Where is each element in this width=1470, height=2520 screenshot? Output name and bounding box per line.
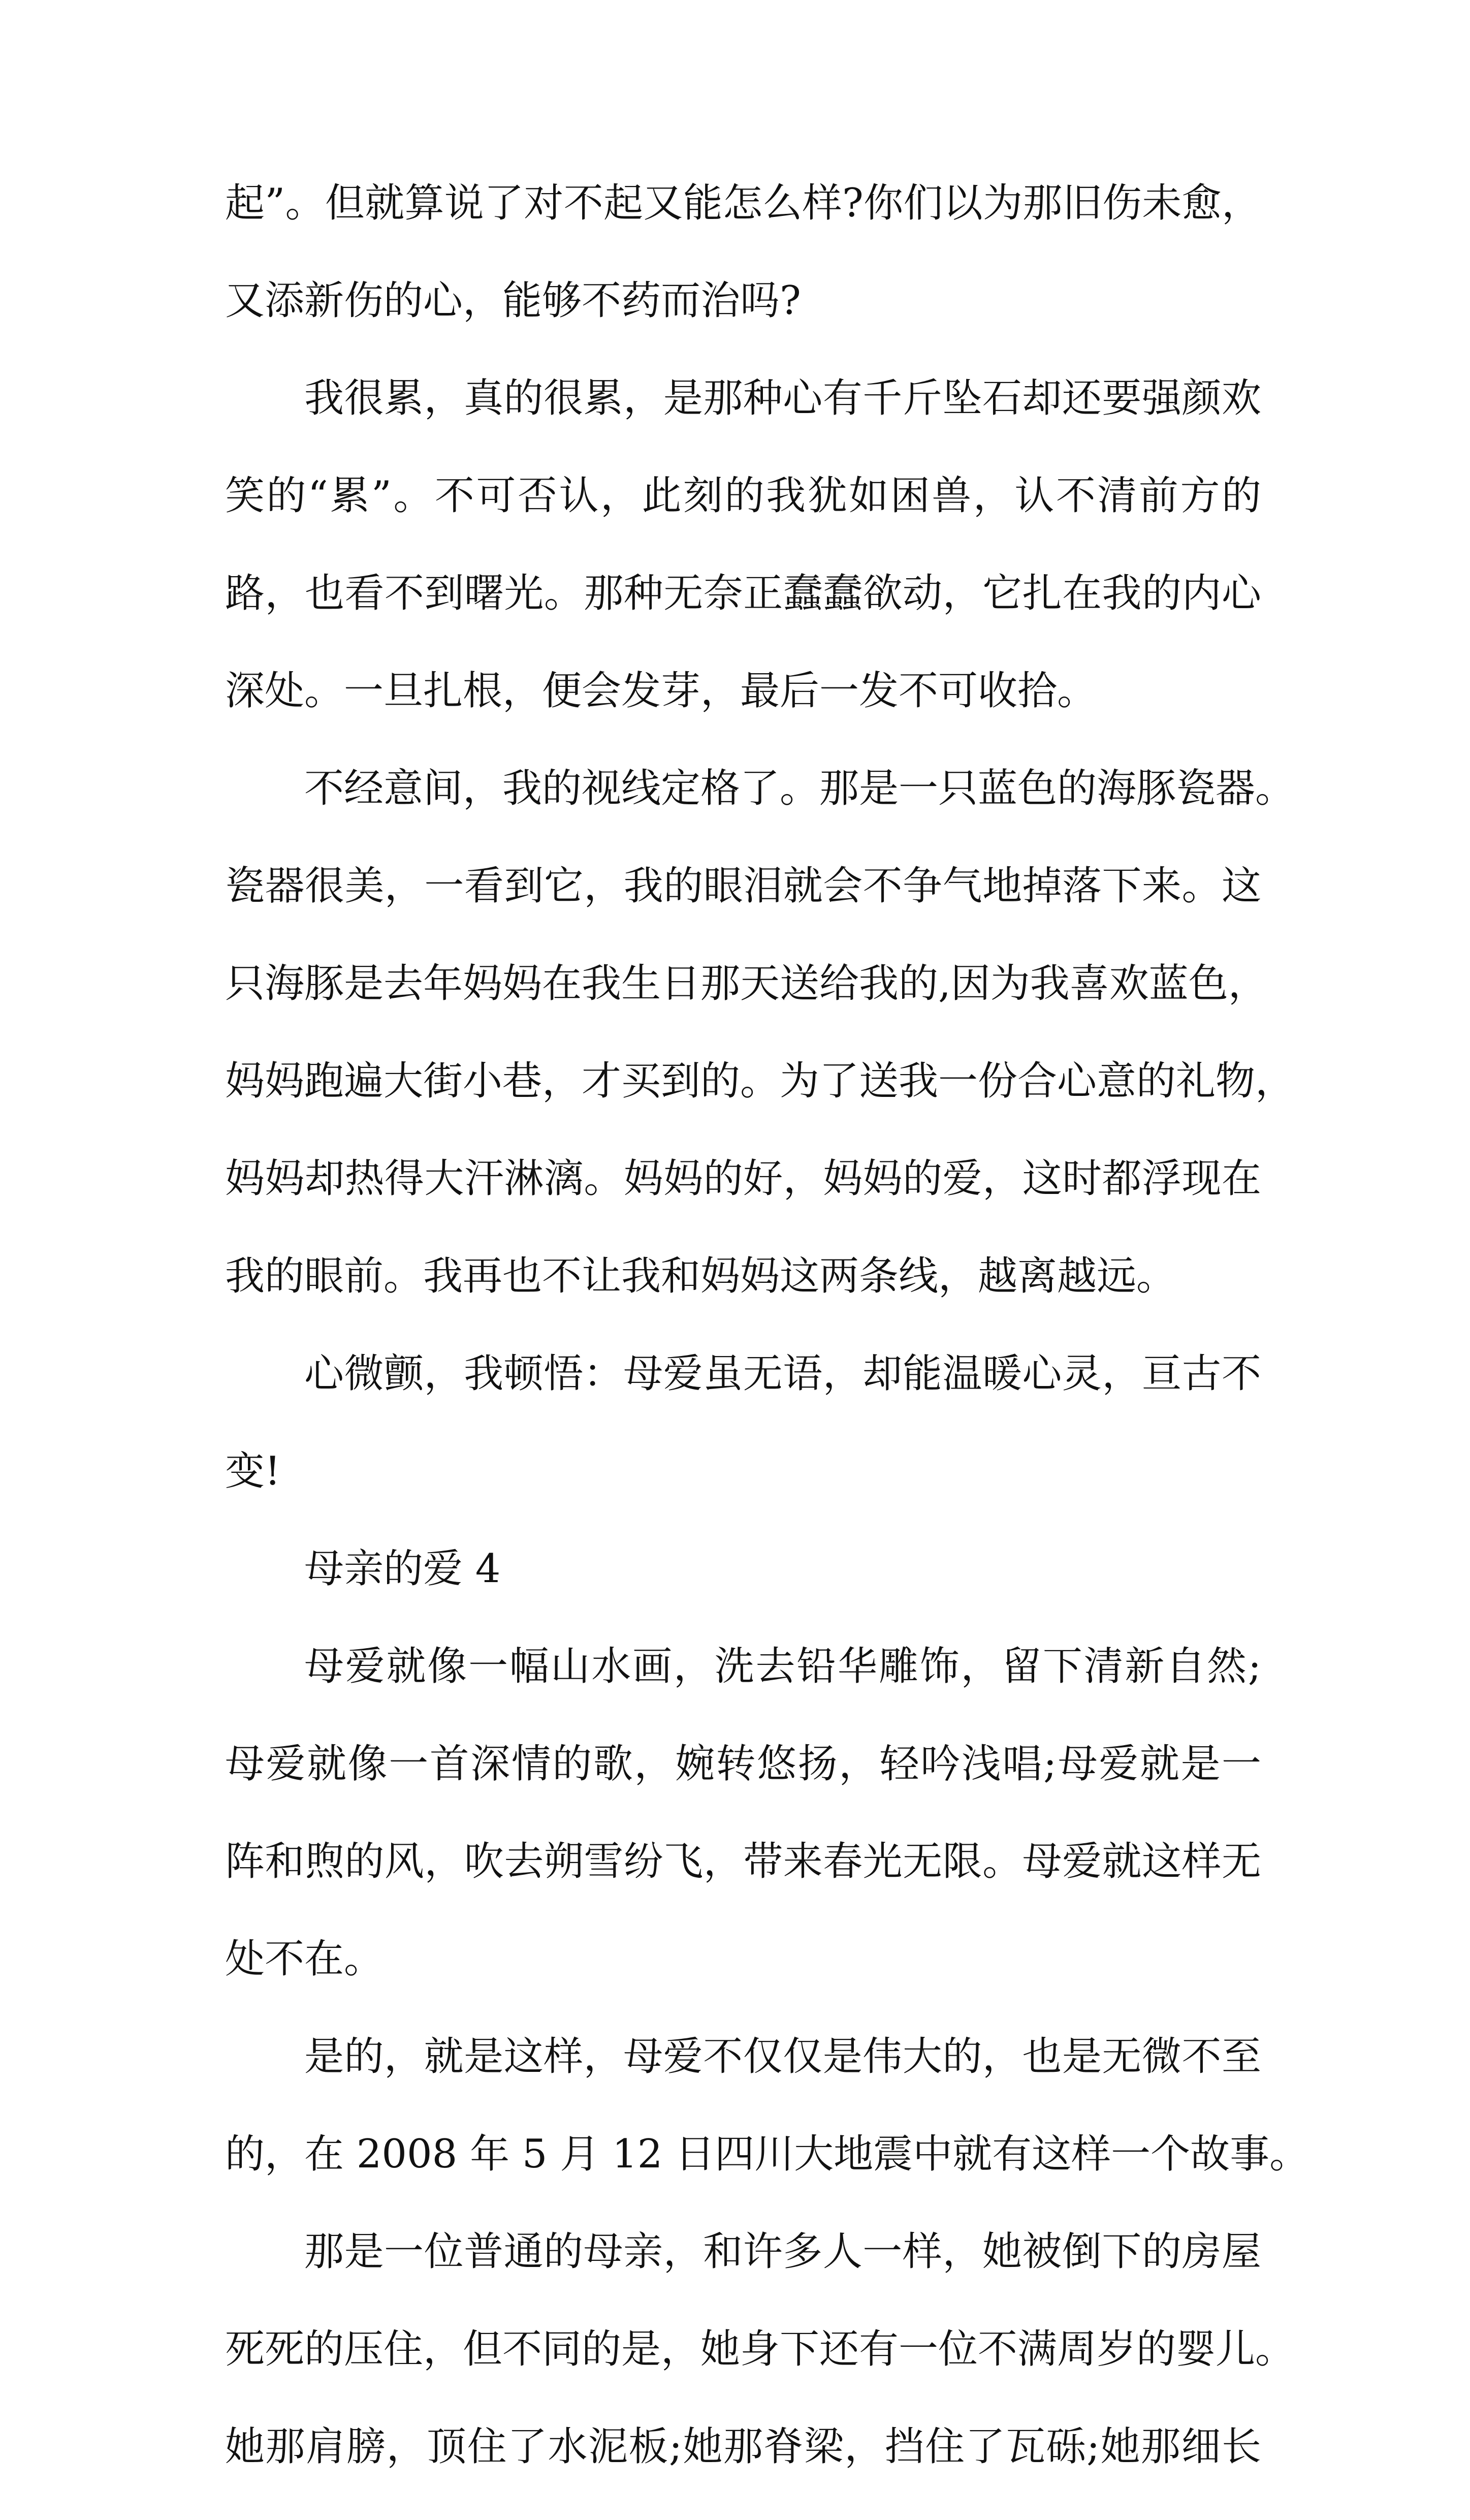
text-line: 我很累，真的很累，是那种心有千斤坠石却还要强颜欢 bbox=[304, 375, 1261, 421]
text-line: 变! bbox=[225, 1448, 281, 1494]
document-body bbox=[225, 179, 1309, 2520]
text-line: 心微颤，我顿悟：母爱虽无语，却能温暖心灵，亘古不 bbox=[304, 1351, 1261, 1397]
text-line: 死死的压住，但不同的是，她身下还有一位不满周岁的婴儿。 bbox=[225, 2326, 1295, 2372]
text-line: 起”。但就算说了对不起又能怎么样?你们以为那旧伤未愈， bbox=[225, 180, 1261, 226]
text-line: 母爱就像一首深情的歌，婉转悠扬，轻吟浅唱;母爱就是一 bbox=[225, 1741, 1261, 1787]
text-line: 的，在 2008 年 5 月 12 日四川大地震中就有这样一个故事。 bbox=[225, 2131, 1309, 2177]
section-heading: 母亲的爱 4 bbox=[304, 1546, 501, 1592]
text-line: 瓷器很美，一看到它，我的眼泪就会不争气地掉落下来。这 bbox=[225, 863, 1261, 909]
text-line: 妈妈却热得大汗淋漓。妈妈的好，妈妈的爱，这时都浮现在 bbox=[225, 1156, 1261, 1202]
text-line: 路，也看不到曙光。那种无奈正蠢蠢欲动，它扎在我的内心 bbox=[225, 571, 1261, 616]
text-line: 笑的“累”。不可否认，此刻的我犹如困兽，认不清前方的 bbox=[225, 473, 1261, 519]
text-line: 只海豚是去年妈妈在我生日那天送给我的,因为我喜欢蓝色， bbox=[225, 961, 1268, 1006]
text-line: 又添新伤的心，能够不药而治吗? bbox=[225, 278, 801, 324]
text-line: 不经意间，我的视线定格了。那是一只蓝色的海豚瓷器。 bbox=[304, 766, 1295, 811]
text-line: 是的，就是这样，母爱不仅仅是伟大的，也是无微不至 bbox=[304, 2034, 1261, 2080]
text-line: 妈妈跑遍大街小巷，才买到的。为了送我一份合心意的礼物， bbox=[225, 1058, 1295, 1104]
text-line: 深处。一旦扎根，便会发芽，最后一发不可收拾。 bbox=[225, 668, 1097, 714]
text-line: 她那肩膀，顶住了水泥板;她那脊梁，挡住了瓦砾;她那细长 bbox=[225, 2424, 1261, 2470]
text-line: 母爱就像一幅山水画，洗去铅华雕饰，留下清新自然; bbox=[304, 1644, 1261, 1689]
text-line: 处不在。 bbox=[225, 1936, 384, 1982]
text-line: 我的眼前。我再也不让我和妈妈这两条线，越离越远。 bbox=[225, 1253, 1176, 1299]
text-line: 那是一位普通的母亲，和许多人一样，她被倒下的房屋 bbox=[304, 2229, 1261, 2275]
text-line: 阵和煦的风，吹去朔雪纷飞，带来春光无限。母爱就这样无 bbox=[225, 1839, 1261, 1884]
